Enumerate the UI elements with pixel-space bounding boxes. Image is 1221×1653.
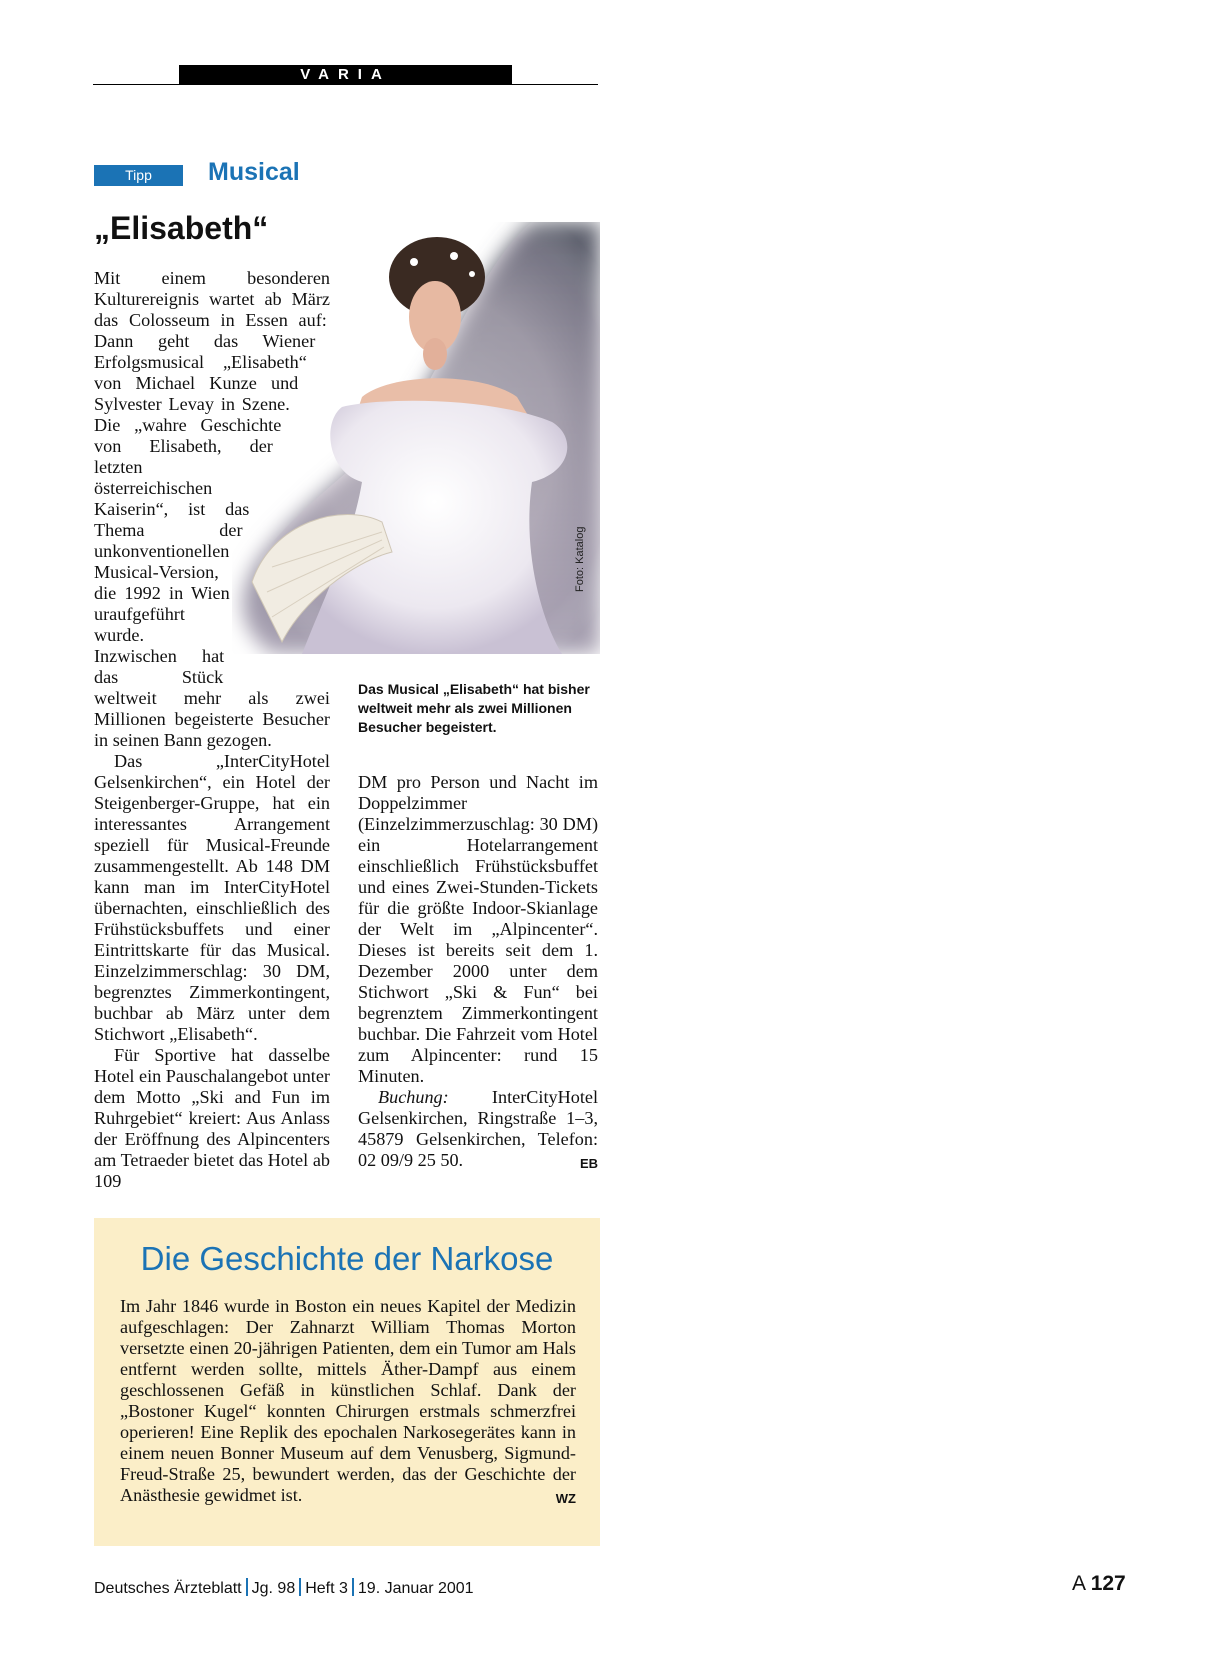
article-column-1	[94, 268, 330, 1192]
page-number	[1072, 1572, 1126, 1596]
booking-text: InterCityHotel Gelsenkirchen, Ringstraße 1–3, 45879 Gelsenkirchen, Telefon: 02 09/9 25 50.	[358, 1087, 598, 1170]
booking-label: Buchung:	[378, 1087, 449, 1107]
box-title: Die Geschichte der Narkose	[140, 1240, 554, 1277]
paragraph: Mit einem besonderen Kulturereignis wartet ab März das Colosseum in Essen auf: Dann geht das Wiener Erfolgsmusical „Elisabeth“ von Michael Kunze und Sylvester Levay in Szene. Die „wahre Geschichte von Elisabeth, der letzten österreichischen Kaiserin“, ist das Thema der unkonventionellen Musical-Version, die 1992 in Wien uraufgeführt wurde. Inzwischen hat das Stück weltweit mehr als zwei Millionen begeisterte Besucher in seinen Bann gezogen.	[94, 268, 330, 750]
footer-citation	[94, 1578, 474, 1598]
page-number-value: 127	[1090, 1572, 1126, 1595]
separator	[299, 1578, 301, 1596]
booking-paragraph	[358, 1087, 598, 1171]
author-initials: EB	[579, 1156, 598, 1171]
issue: Heft 3	[305, 1580, 348, 1597]
tipp-badge: Tipp	[94, 165, 183, 186]
box-author-initials: WZ	[555, 1491, 576, 1506]
article-column-2	[358, 772, 598, 1174]
journal-name: Deutsches Ärzteblatt	[94, 1580, 242, 1597]
paragraph: Für Sportive hat dasselbe Hotel ein Pauschalangebot unter dem Motto „Ski and Fun im Ruhrgebiet“ kreiert: Aus Anlass der Eröffnung des Alpincenters am Tetraeder bietet das Hotel ab 109	[94, 1045, 330, 1191]
photo-credit: Foto: Katalog	[574, 526, 586, 592]
separator	[352, 1578, 354, 1596]
page-prefix: A	[1072, 1572, 1085, 1595]
paragraph: DM pro Person und Nacht im Doppelzimmer (Einzelzimmerzuschlag: 30 DM) ein Hotelarrangement einschließlich Frühstücksbuffet und eines Zwei-Stunden-Tickets für die größte Indoor-Skianlage der Welt im „Alpincenter“. Dieses ist bereits seit dem 1. Dezember 2000 unter dem Stichwort „Ski & Fun“ bei begrenztem Zimmerkontingent buchbar. Die Fahrzeit vom Hotel zum Alpincenter: rund 15 Minuten.	[358, 772, 598, 1086]
box-text-block	[120, 1296, 576, 1509]
article-headline: „Elisabeth“	[94, 210, 269, 246]
photo-caption: Das Musical „Elisabeth“ hat bisher weltweit mehr als zwei Millionen Besucher begeistert.	[358, 681, 590, 735]
date: 19. Januar 2001	[357, 1580, 474, 1597]
article-category: Musical	[208, 158, 300, 186]
paragraph: Das „InterCityHotel Gelsenkirchen“, ein Hotel der Steigenberger-Gruppe, hat ein interessantes Arrangement speziell für Musical-Freunde zusammengestellt. Ab 148 DM kann man im InterCityHotel übernachten, einschließlich des Frühstücksbuffets und einer Eintrittskarte für das Musical. Einzelzimmerschlag: 30 DM, begrenztes Zimmerkontingent, buchbar ab März unter dem Stichwort „Elisabeth“.	[94, 751, 330, 1044]
section-label: VARIA	[179, 65, 512, 85]
box-text: Im Jahr 1846 wurde in Boston ein neues Kapitel der Medizin aufgeschlagen: Der Zahnarzt William Thomas Morton versetzte einen 20-jährigen Patienten, dem ein Tumor am Hals entfernt werden sollte, mittels Äther-Dampf aus einem geschlossenen Gefäß in künstlichen Schlaf. Dank der „Bostoner Kugel“ konnten Chirurgen erstmals schmerzfrei operieren! Eine Replik des epochalen Narkosegerätes kann in einem neuen Bonner Museum auf dem Venusberg, Sigmund-Freud-Straße 25, bewundert werden, das der Geschichte der Anästhesie gewidmet ist.	[120, 1296, 576, 1505]
separator	[246, 1578, 248, 1596]
volume: Jg. 98	[251, 1580, 296, 1597]
info-box	[94, 1218, 600, 1546]
